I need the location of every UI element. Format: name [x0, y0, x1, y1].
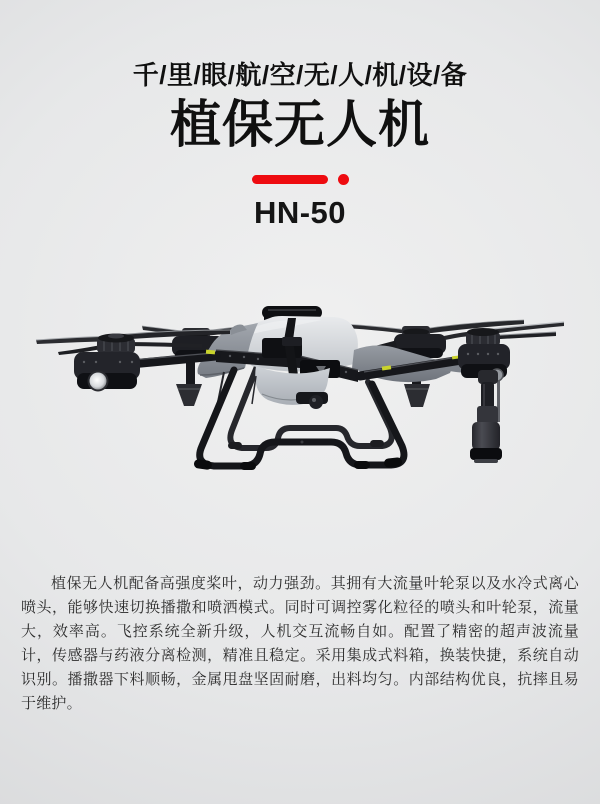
- camera-sensor: [309, 395, 323, 409]
- product-description: 植保无人机配备高强度桨叶，动力强劲。其拥有大流量叶轮泵以及水冷式离心喷头，能够快速切换播撒和喷洒模式。同时可调控雾化粒径的喷头和叶轮泵，流量大，效率高。飞控系统全新升级，人机交互流畅自如。配置了精密的超声波流量计，传感器与药液分离检测，精准且稳定。采用集成式料箱，换装快捷，系统自动识别。播撒器下料顺畅，金属甩盘坚固耐磨，出料均匀。内部结构优良，抗摔且易于维护。: [21, 575, 579, 712]
- model-number: HN-50: [253, 195, 347, 230]
- drone-product-image: [0, 280, 600, 510]
- drone-illustration: [0, 280, 600, 510]
- headlight: [89, 372, 108, 391]
- accent-divider: [0, 173, 600, 185]
- brand-tagline: 千/里/眼/航/空/无/人/机/设/备: [132, 60, 468, 90]
- divider-bar: [252, 175, 328, 184]
- drone-spray-nozzle: [470, 369, 503, 463]
- divider-dot: [338, 174, 349, 185]
- product-title: 植保无人机: [169, 96, 430, 153]
